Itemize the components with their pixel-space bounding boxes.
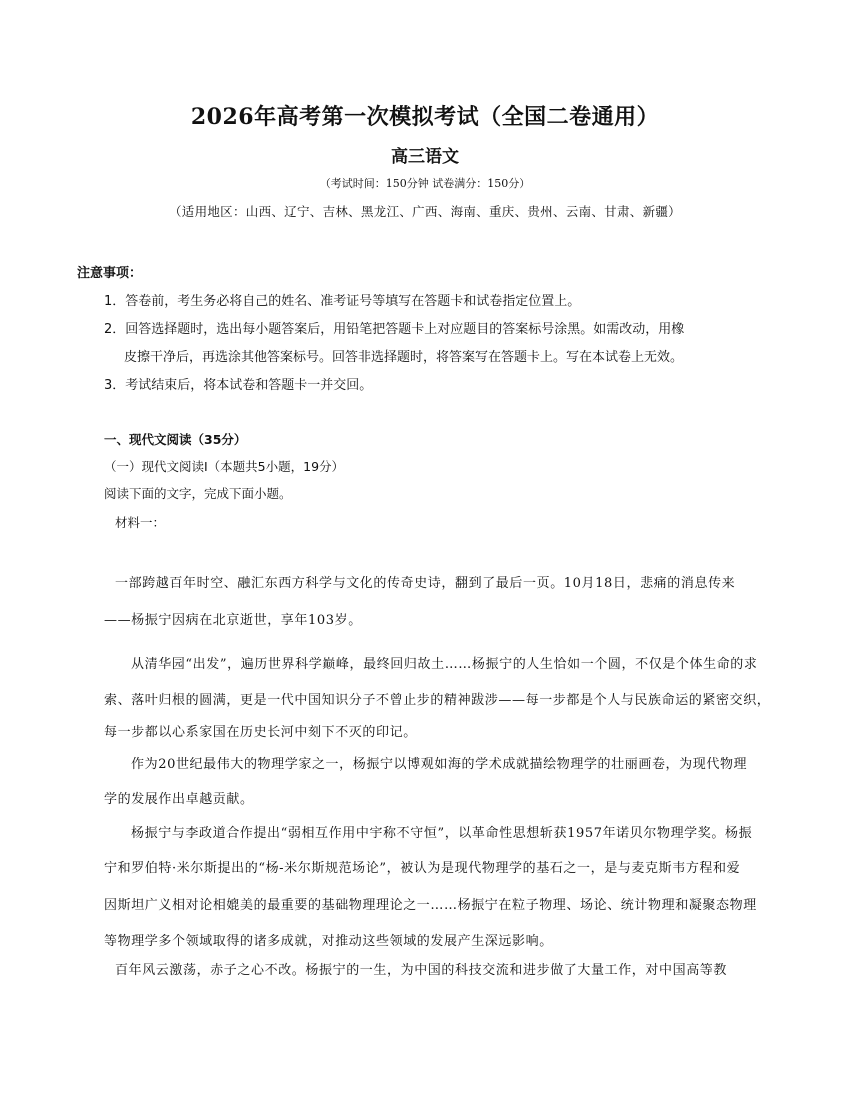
section-sub-heading: （一）现代文阅读Ⅰ（本题共5小题，19分）	[104, 459, 345, 474]
passage-line: 学的发展作出卓越贡献。	[104, 792, 254, 807]
passage-line: 作为20世纪最伟大的物理学家之一，杨振宁以博观如海的学术成就描绘物理学的壮丽画卷，为现代物理	[131, 757, 748, 772]
passage-line: 因斯坦广义相对论相媲美的最重要的基础物理理论之一……杨振宁在粒子物理、场论、统计物理和凝聚态物理	[104, 898, 757, 913]
passage-line: 每一步都以心系家国在历史长河中刻下不灭的印记。	[104, 725, 417, 740]
passage-line: 杨振宁与李政道合作提出“弱相互作用中宇称不守恒”，以革命性思想斩获1957年诺贝尔物理学奖。杨振	[131, 826, 753, 841]
notice-item-1: 1．答卷前，考生务必将自己的姓名、准考证号等填写在答题卡和试卷指定位置上。	[104, 294, 581, 309]
section-instruction: 阅读下面的文字，完成下面小题。	[104, 486, 292, 501]
exam-title: 2026年高考第一次模拟考试（全国二卷通用）	[190, 104, 660, 130]
material-label: 材料一：	[115, 515, 166, 530]
passage-line: 一部跨越百年时空、融汇东西方科学与文化的传奇史诗，翻到了最后一页。10月18日，悲痛的消息传来	[115, 576, 736, 591]
exam-time-and-score: （考试时间：150分钟 试卷满分：150分）	[319, 177, 531, 190]
passage-line: 等物理学多个领域取得的诸多成就，对推动这些领域的发展产生深远影响。	[104, 934, 553, 949]
passage-line: 宁和罗伯特·米尔斯提出的“杨-米尔斯规范场论”，被认为是现代物理学的基石之一，是与麦克斯韦方程和爱	[104, 861, 741, 876]
passage-line: ——杨振宁因病在北京逝世，享年103岁。	[104, 613, 362, 628]
notice-heading: 注意事项：	[77, 266, 143, 281]
section-heading: 一、现代文阅读（35分）	[104, 432, 247, 447]
passage-line: 从清华园“出发”，遍历世界科学巅峰，最终回归故土……杨振宁的人生恰如一个圆，不仅是个体生命的求	[131, 657, 758, 672]
passage-line: 百年风云激荡，赤子之心不改。杨振宁的一生，为中国的科技交流和进步做了大量工作，对中国高等教	[115, 963, 728, 978]
passage-line: 索、落叶归根的圆满，更是一代中国知识分子不曾止步的精神跋涉——每一步都是个人与民族命运的紧密交织，	[104, 693, 771, 708]
notice-item-2-continued: 皮擦干净后，再选涂其他答案标号。回答非选择题时，将答案写在答题卡上。写在本试卷上无效。	[124, 350, 684, 365]
exam-subject: 高三语文	[391, 147, 459, 167]
notice-item-2: 2．回答选择题时，选出每小题答案后，用铅笔把答题卡上对应题目的答案标号涂黑。如需改动，用橡	[104, 322, 685, 337]
applicable-regions: （适用地区：山西、辽宁、吉林、黑龙江、广西、海南、重庆、贵州、云南、甘肃、新疆）	[168, 204, 681, 219]
notice-item-3: 3．考试结束后，将本试卷和答题卡一并交回。	[104, 378, 373, 393]
